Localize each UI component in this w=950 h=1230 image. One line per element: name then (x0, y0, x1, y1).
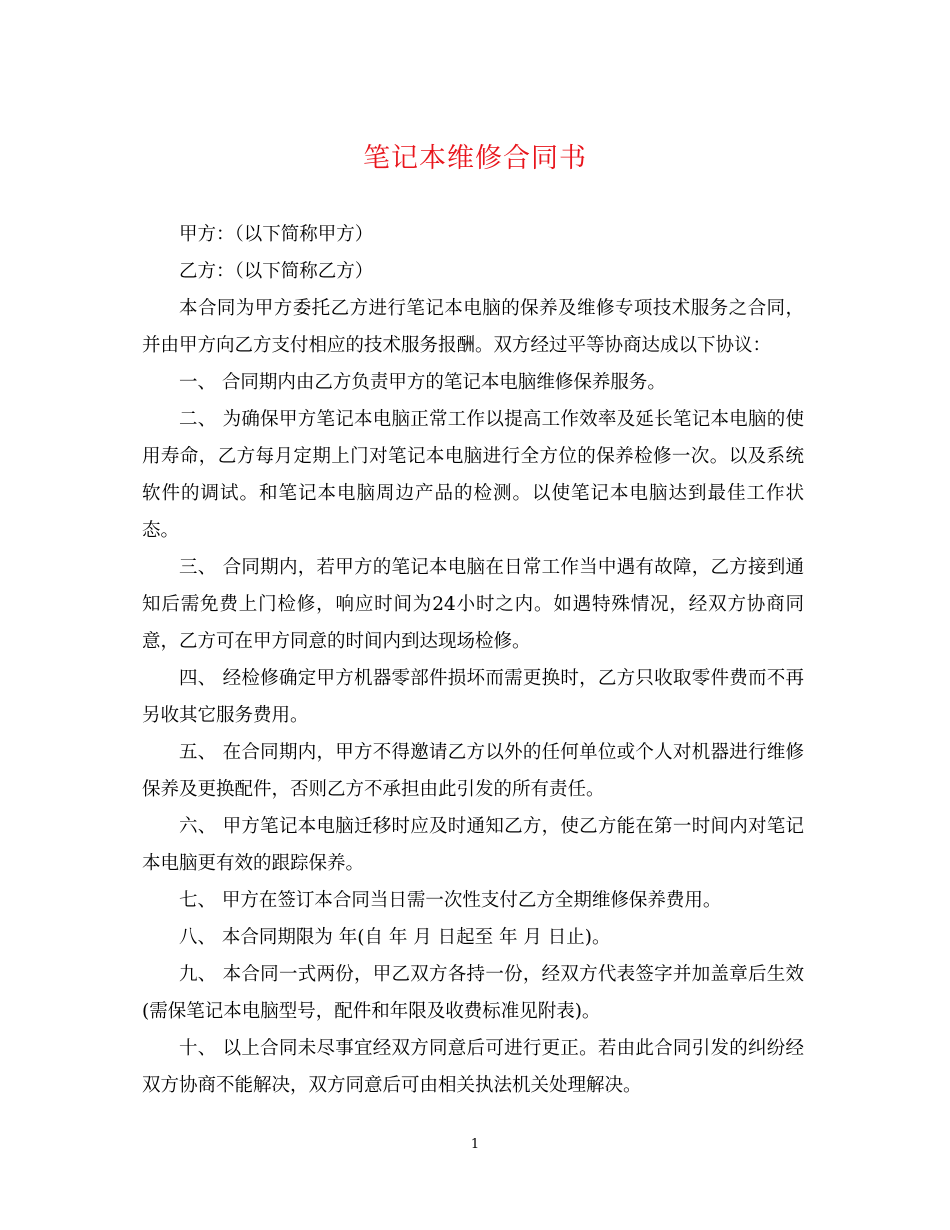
clause-10: 十、 以上合同未尽事宜经双方同意后可进行更正。若由此合同引发的纠纷经双方协商不能解决，双方同意后可由相关执法机关处理解决。 (142, 1038, 804, 1096)
clause-8: 八、 本合同期限为 年(自 年 月 日起至 年 月 日止)。 (179, 927, 611, 948)
clause-4: 四、 经检修确定甲方机器零部件损坏而需更换时，乙方只收取零件费而不再另收其它服务费用。 (142, 668, 804, 726)
clause-3: 三、 合同期内，若甲方的笔记本电脑在日常工作当中遇有故障，乙方接到通知后需免费上门检修，响应时间为24小时之内。如遇特殊情况，经双方协商同意，乙方可在甲方同意的时间内到达现场检修。 (142, 557, 804, 652)
clause-9: 九、 本合同一式两份，甲乙双方各持一份，经双方代表签字并加盖章后生效(需保笔记本电脑型号，配件和年限及收费标准见附表)。 (142, 964, 804, 1022)
party-b-line: 乙方：（以下简称乙方） (179, 261, 374, 282)
clause-6: 六、 甲方笔记本电脑迁移时应及时通知乙方，使乙方能在第一时间内对笔记本电脑更有效的跟踪保养。 (142, 816, 804, 874)
contract-body (142, 216, 804, 1104)
clause-5: 五、 在合同期内，甲方不得邀请乙方以外的任何单位或个人对机器进行维修保养及更换配件，否则乙方不承担由此引发的所有责任。 (142, 742, 804, 800)
party-a-line: 甲方：（以下简称甲方） (179, 224, 374, 245)
page-number: 1 (470, 1137, 480, 1152)
clause-2: 二、 为确保甲方笔记本电脑正常工作以提高工作效率及延长笔记本电脑的使用寿命，乙方每月定期上门对笔记本电脑进行全方位的保养检修一次。以及系统软件的调试。和笔记本电脑周边产品的检测。以使笔记本电脑达到最佳工作状态。 (142, 409, 804, 541)
clause-7: 七、 甲方在签订本合同当日需一次性支付乙方全期维修保养费用。 (179, 890, 722, 911)
clause-1: 一、 合同期内由乙方负责甲方的笔记本电脑维修保养服务。 (179, 372, 666, 393)
document-title: 笔记本维修合同书 (363, 143, 587, 174)
contract-intro: 本合同为甲方委托乙方进行笔记本电脑的保养及维修专项技术服务之合同，并由甲方向乙方支付相应的技术服务报酬。双方经过平等协商达成以下协议： (142, 298, 804, 356)
